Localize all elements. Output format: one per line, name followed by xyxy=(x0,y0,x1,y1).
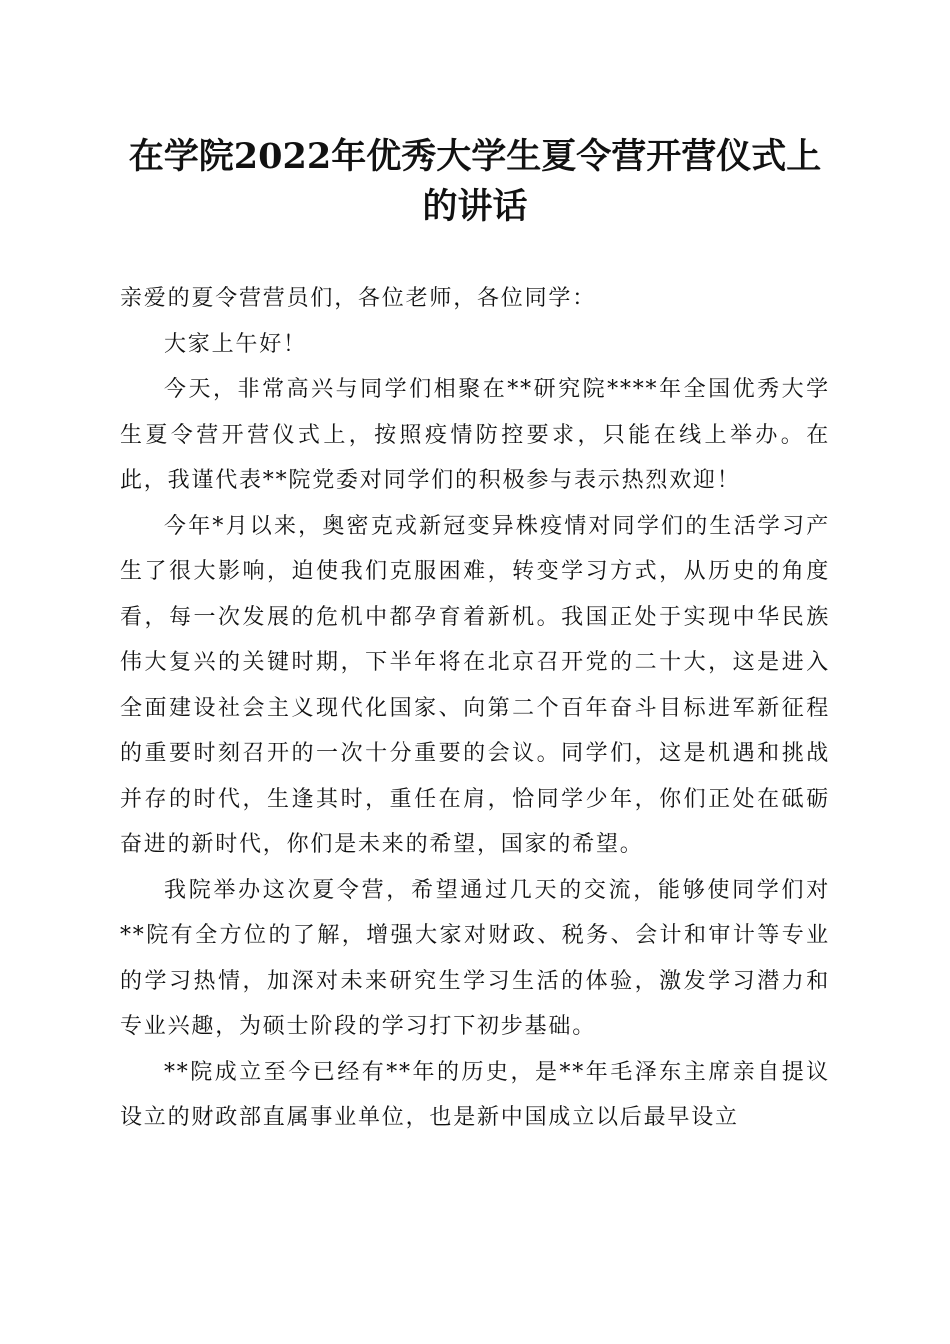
paragraph-welcome: 今天，非常高兴与同学们相聚在**研究院****年全国优秀大学生夏令营开营仪式上，按照疫情防控要求，只能在线上举办。在此，我谨代表**院党委对同学们的积极参与表示热烈欢迎！ xyxy=(120,377,830,493)
paragraph-history: **院成立至今已经有**年的历史，是**年毛泽东主席亲自提议设立的财政部直属事业单位，也是新中国成立以后最早设立 xyxy=(120,1059,830,1130)
document-body xyxy=(120,276,830,1141)
paragraph-context: 今年*月以来，奥密克戎新冠变异株疫情对同学们的生活学习产生了很大影响，迫使我们克服困难，转变学习方式，从历史的角度看，每一次发展的危机中都孕育着新机。我国正处于实现中华民族伟大复兴的关键时期，下半年将在北京召开党的二十大，这是进入全面建设社会主义现代化国家、向第二个百年奋斗目标进军新征程的重要时刻召开的一次十分重要的会议。同学们，这是机遇和挑战并存的时代，生逢其时，重任在肩，恰同学少年，你们正处在砥砺奋进的新时代，你们是未来的希望，国家的希望。 xyxy=(120,513,830,857)
salutation: 亲爱的夏令营营员们，各位老师，各位同学： xyxy=(120,286,597,311)
paragraph-purpose: 我院举办这次夏令营，希望通过几天的交流，能够使同学们对**院有全方位的了解，增强大家对财政、税务、会计和审计等专业的学习热情，加深对未来研究生学习生活的体验，激发学习潜力和专业兴趣，为硕士阶段的学习打下初步基础。 xyxy=(120,877,830,1039)
paragraph-greeting: 大家上午好！ xyxy=(164,331,307,357)
document-title: 在学院2022年优秀大学生夏令营开营仪式上的讲话 xyxy=(128,136,822,227)
